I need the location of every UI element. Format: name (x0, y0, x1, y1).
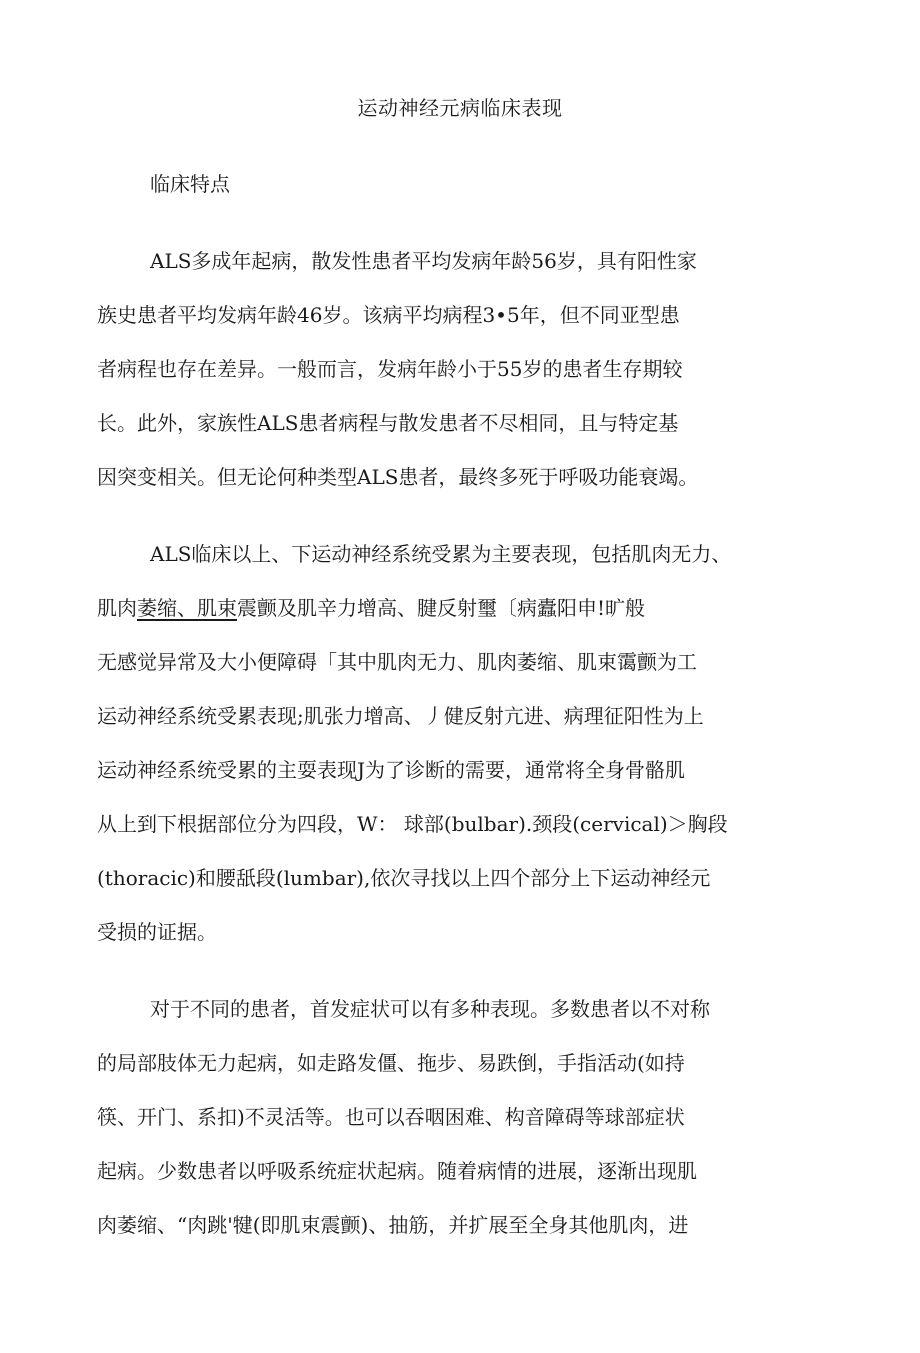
paragraph-1-line-4: 长。此外，家族性ALS患者病程与散发患者不尽相同，且与特定基 (97, 411, 679, 435)
paragraph-3-line-1: 对于不同的患者，首发症状可以有多种表现。多数患者以不对称 (150, 997, 710, 1021)
paragraph-1-line-5: 因突变相关。但无论何种类型ALS患者，最终多死于呼吸功能衰竭。 (97, 465, 699, 489)
line-text-segment: 震颤及肌辛力增高、腱反射璽〔病蠹阳申!旷般 (237, 596, 646, 620)
paragraph-2-line-5: 运动神经系统受累的主耍表现J为了诊断的需要，通常将全身骨骼肌 (97, 758, 686, 782)
paragraph-2-line-4: 运动神经系统受累表现;肌张力增高、丿健反射亢进、病理征阳性为上 (97, 704, 704, 728)
line-text-segment: 肌肉 (97, 596, 137, 620)
paragraph-2-line-8: 受损的证据。 (97, 920, 217, 944)
paragraph-3-line-3: 筷、开门、系扣)不灵活等。也可以吞咽困难、构音障碍等球部症状 (97, 1105, 685, 1129)
paragraph-3-line-4: 起病。少数患者以呼吸系统症状起病。随着病情的进展，逐渐出现肌 (97, 1159, 697, 1183)
paragraph-3-line-5: 肉萎缩、“肉跳'犍(即肌束震颤)、抽筋，并扩展至全身其他肌肉，进 (97, 1213, 689, 1237)
paragraph-2-line-1: ALS临床以上、下运动神经系统受累为主要表现，包括肌肉无力、 (150, 542, 732, 566)
paragraph-2-line-7: (thoracic)和腰舐段(lumbar),依次寻找以上四个部分上下运动神经元 (97, 866, 711, 890)
underlined-text-segment: 萎缩、肌束 (137, 596, 237, 620)
paragraph-1-line-1: ALS多成年起病，散发性患者平均发病年龄56岁，具有阳性家 (150, 249, 697, 273)
paragraph-2-line-2 (97, 594, 645, 622)
paragraph-1-line-3: 者病程也存在差异。一般而言，发病年龄小于55岁的患者生存期较 (97, 357, 683, 381)
document-title: 运动神经元病临床表现 (357, 96, 563, 120)
paragraph-1-line-2: 族史患者平均发病年龄46岁。该病平均病程3•5年，但不同亚型患 (97, 303, 680, 327)
section-heading: 临床特点 (150, 172, 230, 196)
paragraph-2-line-3: 无感觉异常及大小便障碍「其中肌肉无力、肌肉萎缩、肌束霭颤为工 (97, 650, 697, 674)
paragraph-2-line-6: 从上到下根据部位分为四段，W： 球部(bulbar).颈段(cervical)＞胸段 (97, 812, 728, 836)
paragraph-3-line-2: 的局部肢体无力起病，如走路发僵、拖步、易跌倒，手指活动(如持 (97, 1051, 685, 1075)
